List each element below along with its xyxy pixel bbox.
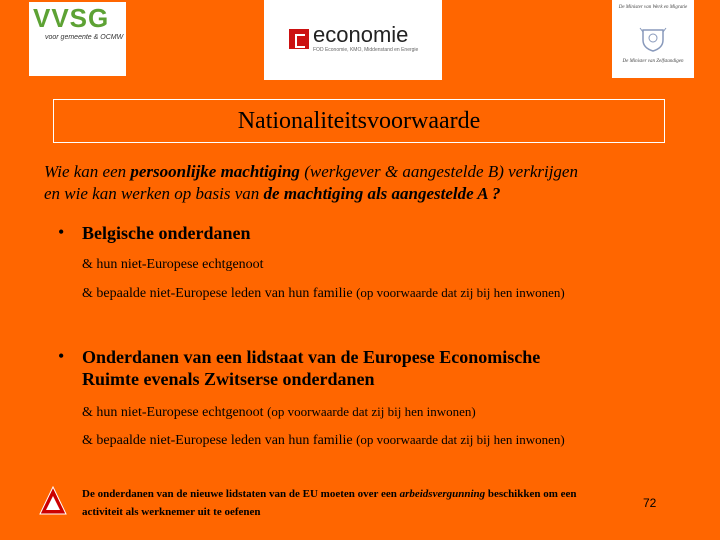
bullet-1-label: Belgische onderdanen xyxy=(82,223,251,243)
slide-title-box xyxy=(53,99,665,143)
ministers-logo-top-text: De Minister van Werk en Migratie xyxy=(618,5,688,10)
intro-question xyxy=(44,161,704,205)
intro-line-2: en wie kan werken op basis van de machtiging als aangestelde A ? xyxy=(44,184,501,203)
economie-logo-text: economie xyxy=(313,22,409,47)
vvsg-logo-text: VVSG xyxy=(33,3,110,33)
coat-of-arms-icon xyxy=(639,26,667,52)
bullet-1-item-1: & hun niet-Europese echtgenoot xyxy=(82,257,264,272)
warning-note: De onderdanen van de nieuwe lidstaten van de EU moeten over een arbeidsvergunning beschikken om een activiteit als werknemer uit te oefenen xyxy=(82,488,577,518)
economie-logo-tagline: FOD Economie, KMO, Middenstand en Energie xyxy=(313,47,419,53)
page-number: 72 xyxy=(643,496,657,510)
ministers-logo-bottom-text: De Minister van Zelfstandigen xyxy=(622,59,684,64)
warning-triangle-icon xyxy=(39,486,67,515)
intro-line-1: Wie kan een persoonlijke machtiging (werkgever & aangestelde B) verkrijgen xyxy=(44,162,578,181)
economie-logo-icon xyxy=(289,29,309,49)
bullet-1-item-2: & bepaalde niet-Europese leden van hun familie (op voorwaarde dat zij bij hen inwonen) xyxy=(82,285,565,301)
bullet-2-label: Onderdanen van een lidstaat van de Europese Economische Ruimte evenals Zwitserse onderdanen xyxy=(82,347,541,389)
bullet-2-item-2: & bepaalde niet-Europese leden van hun familie (op voorwaarde dat zij bij hen inwonen) xyxy=(82,432,565,448)
vvsg-logo xyxy=(29,2,126,76)
ministers-logo xyxy=(612,0,694,78)
bullet-2-marker: • xyxy=(58,346,65,366)
bullet-1-marker: • xyxy=(58,222,65,242)
bullet-2-item-1: & hun niet-Europese echtgenoot (op voorwaarde dat zij bij hen inwonen) xyxy=(82,404,476,420)
economie-logo xyxy=(264,0,442,80)
vvsg-logo-subtitle: voor gemeente & OCMW xyxy=(45,34,124,41)
slide-title: Nationaliteitsvoorwaarde xyxy=(237,108,481,134)
